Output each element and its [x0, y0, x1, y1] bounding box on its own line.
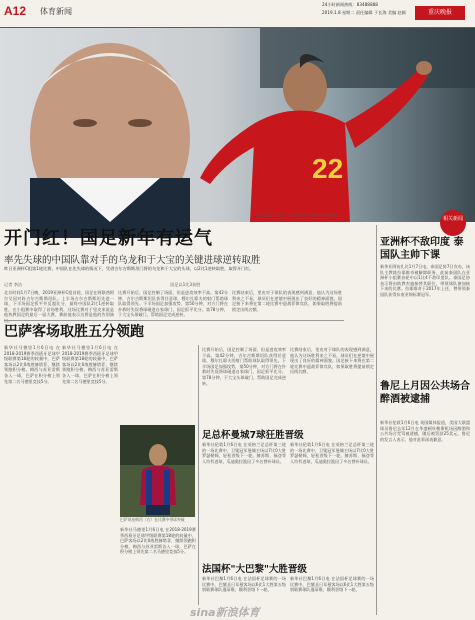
barca-column-1: 新华社马德里1月6日电 在2018-2019赛季西班牙足球甲级联赛第18轮的较量中，巴萨客场以2比0战胜赫塔菲，继续领跑积分榜。梅西与苏亚雷斯各入一球，巴萨在积分榜上领先第二名马德里竞技5分。 [4, 345, 60, 384]
lead-continued-2: 比赛结束后，里皮对于球队的表现感到满意，他认为这场胜利来之不易，球员们在逆境中展现出了良好的精神面貌。国足接下来将在第二轮比赛中迎战菲律宾队，如果取胜将提前锁定出线名额。 [290, 347, 374, 375]
lead-column-1: 北京时间1月7日晚，2019亚洲杯C组首轮，国足在阿联酋阿尔艾因对阵吉尔吉斯斯坦队。上半场吉尔吉斯斯坦先进一球，下半场国足扳平并反超比分，最终中国队2比1逆转取胜，在小组赛中取得了首场胜利。这场比赛对于里皮来说是他执教国足的最后一届大赛，赛前他表示这将是他的告别演 [4, 290, 114, 318]
lead-continued-1: 比赛开始后，国足控制了场面，但是进攻效率不高。第42分钟，吉尔吉斯斯坦队获得任意球，穆尔扎耶夫的射门帮助球队取得领先。下半场国足加强攻势，第50分钟，对方门将在扑救时失误将球碰进自家球门，国足扳平比分。第78分钟，于大宝头球破门，帮助国足完成逆转。 [202, 347, 286, 386]
barca-column-2: 新华社马德里1月6日电 在2018-2019赛季西班牙足球甲级联赛第18轮的较量中，巴萨客场以2比0战胜赫塔菲，继续领跑积分榜。梅西与苏亚雷斯各入一球，巴萨在积分榜上领先第二名马德里竞技5分。 [62, 345, 118, 384]
column-divider [198, 345, 199, 605]
lead-byline: 记者 李洁 [4, 282, 23, 287]
lead-column-2: 比赛开始后，国足控制了场面，但是进攻效率不高。第42分钟，吉尔吉斯斯坦队获得任意球，穆尔扎耶夫的射门帮助球队取得领先。下半场国足加强攻势，第50分钟，对方门将在扑救时失误将球碰进自家球门，国足扳平比分。第78分钟，于大宝头球破门，帮助国足完成逆转。 [118, 290, 228, 318]
related-news-badge: 相关新闻 [440, 210, 466, 236]
page-number: A12 [4, 4, 27, 18]
newspaper-logo: 重庆晚报 [415, 6, 465, 20]
news-hotline: 24小时新闻热线：83488888 [322, 2, 378, 7]
column-divider [376, 225, 377, 615]
barca-column-3: 新华社马德里1月6日电 在2018-2019赛季西班牙足球甲级联赛第18轮的较量中，巴萨客场以2比0战胜赫塔菲，继续领跑积分榜。梅西与苏亚雷斯各入一球，巴萨在积分榜上领先第二名马德里竞技5分。 [120, 527, 196, 555]
france-column-2: 新华社巴黎1月6日电 在法国杯足球赛的一场比赛中，巴黎圣日耳曼客场以6比1大胜第五级别联赛球队蓬蒂维，顺利晋级下一轮。 [290, 576, 374, 593]
fa-column-2: 新华社伦敦1月6日电 在英格兰足总杯第三轮的一场比赛中，卫冕冠军曼城主场以7比0大胜罗瑟勒姆，轻松晋级下一轮。赫苏斯、福登等人均有进球，瓜迪奥拉派出了多名替补球员。 [290, 442, 374, 464]
svg-text:22: 22 [312, 153, 344, 184]
lead-column-3: 比赛结束后，里皮对于球队的表现感到满意，他认为这场胜利来之不易，球员们在逆境中展现出了良好的精神面貌。国足接下来将在第二轮比赛中迎战菲律宾队，如果取胜将提前锁定出线名额。 [232, 290, 342, 312]
rooney-headline: 鲁尼上月因公共场合醉酒被逮捕 [380, 381, 470, 405]
barca-photo-caption: 巴萨球星梅西（右）在比赛中带球突破 [120, 517, 185, 522]
lead-photo [0, 28, 475, 222]
watermark: sina新浪体育 [190, 606, 260, 619]
lead-subhead: 率先失球的中国队靠对手的乌龙和于大宝的关键进球逆转取胜 [4, 255, 261, 266]
barca-headline: 巴萨客场取胜五分领跑 [4, 324, 144, 340]
page-header [0, 0, 475, 28]
lead-blurb: 昨日亚洲杯C组第1轮比赛，中国队在先失球的情况下，凭借吉尔吉斯斯坦门将的乌龙和于大宝的头球，以2比1逆转取胜，取得开门红。 [4, 266, 254, 271]
fa-column-1: 新华社伦敦1月6日电 在英格兰足总杯第三轮的一场比赛中，卫冕冠军曼城主场以7比0大胜罗瑟勒姆，轻松晋级下一轮。赫苏斯、福登等人均有进球，瓜迪奥拉派出了多名替补球员。 [202, 442, 286, 464]
rooney-body: 新华社伦敦1月6日电 英国媒体报道，美国大联盟球员鲁尼去年12月在华盛顿杜勒斯机场因醉酒和公共场合咒骂被逮捕，随后被罚款25美元。鲁尼的发言人表示，他对此事深表歉意。 [380, 420, 470, 442]
issue-date: 2019.1.8 星期二 责任编辑 于长海 美编 赵颖 [322, 10, 406, 15]
barca-photo [120, 425, 195, 517]
fa-cup-headline: 足总杯曼城7球狂胜晋级 [202, 430, 304, 441]
side-headline: 亚洲杯不敌印度 泰国队主帅下课 [380, 237, 464, 261]
section-title: 体育新闻 [40, 7, 72, 16]
middle-divider-text: 国足以1比3获胜 [170, 282, 201, 287]
lead-headline: 开门红！国足新年有运气 [4, 228, 213, 249]
french-cup-headline: 法国杯"大巴黎"大胜晋级 [202, 564, 307, 575]
side-body: 新华社阿布扎比1月7日电，泰国足协7日宣布，该队主教练拉耶维奇被解除职务，此前泰国队在亚洲杯小组赛首轮中以1比4不敌印度队。泰国足协表示将由助教杰迪接替其职位，带领球队参加接下来的比赛。拉耶维奇于2017年上任，曾带领泰国队获得东南亚锦标赛冠军。 [380, 264, 470, 297]
france-column-1: 新华社巴黎1月6日电 在法国杯足球赛的一场比赛中，巴黎圣日耳曼客场以6比1大胜第五级别联赛球队蓬蒂维，顺利晋级下一轮。 [202, 576, 286, 593]
photo-caption: 北京时间1月8日，国足队员在比赛中庆祝进球 [256, 213, 338, 218]
